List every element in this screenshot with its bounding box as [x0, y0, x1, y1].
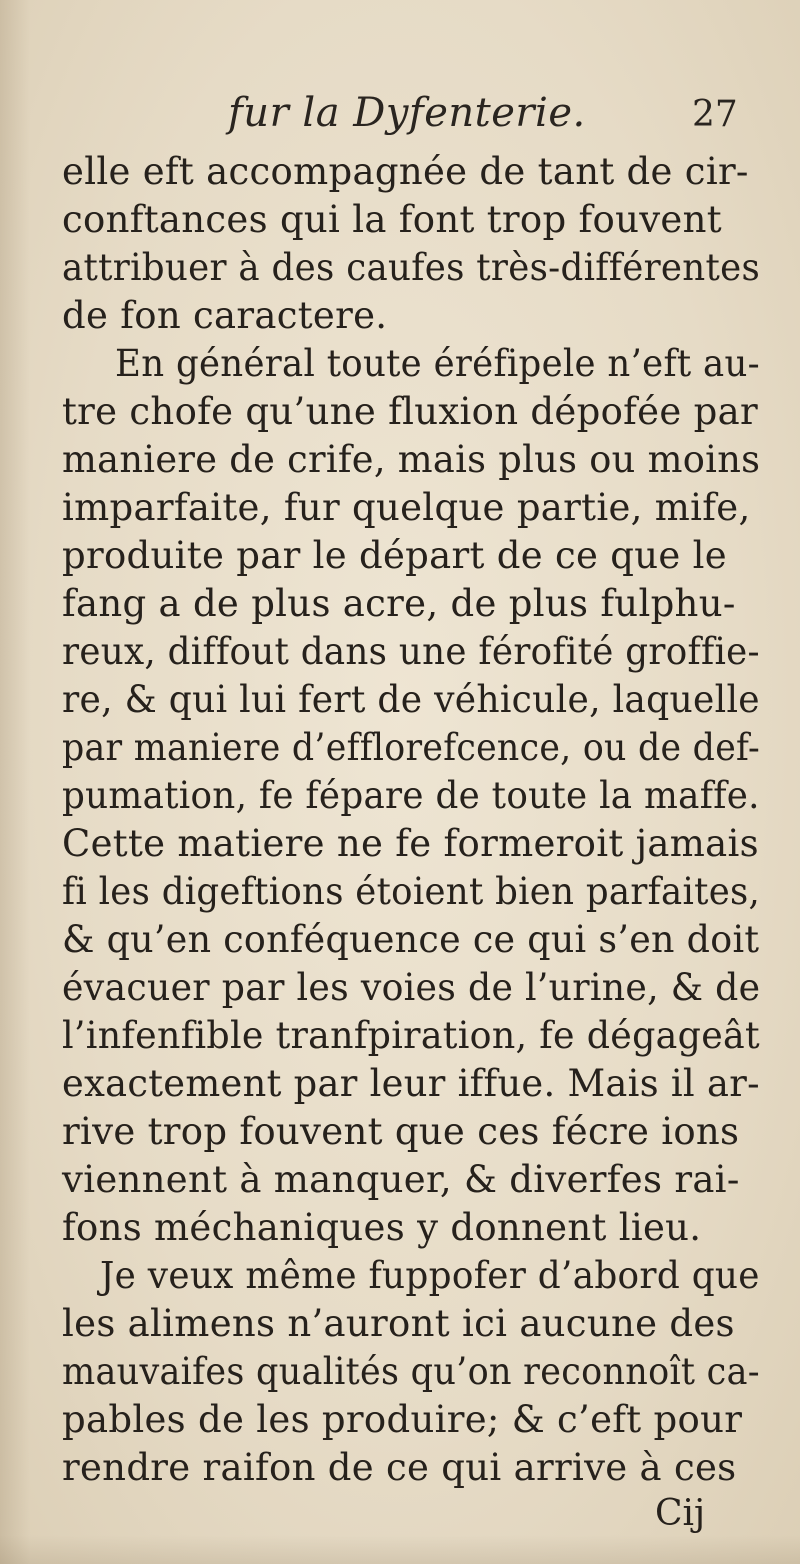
- text-line: fi les digeftions étoient bien parfaites,: [62, 870, 761, 913]
- text-line: Je veux même fuppofer d’abord que: [100, 1254, 760, 1297]
- text-line: par maniere d’efflorefcence, ou de def-: [62, 726, 760, 769]
- page-number: 27: [692, 94, 738, 135]
- text-line: tre chofe qu’une fluxion dépofée par: [62, 390, 758, 433]
- text-line: rendre raifon de ce qui arrive à ces: [62, 1446, 737, 1489]
- text-line: fons méchaniques y donnent lieu.: [62, 1206, 702, 1249]
- text-line: mauvaifes qualités qu’on reconnoît ca-: [62, 1350, 760, 1393]
- text-line: elle eft accompagnée de tant de cir-: [62, 150, 749, 193]
- text-line: rive trop fouvent que ces fécre ions: [62, 1110, 740, 1153]
- page-bottom-shade: [0, 1535, 800, 1564]
- text-line: conftances qui la font trop fouvent: [62, 198, 722, 241]
- text-line: attribuer à des caufes très-différentes: [62, 246, 761, 289]
- text-line: Cette matiere ne fe formeroit jamais: [62, 822, 759, 865]
- text-line: exactement par leur iffue. Mais il ar-: [62, 1062, 760, 1105]
- text-line: fang a de plus acre, de plus fulphu-: [62, 582, 736, 625]
- text-line: produite par le départ de ce que le: [62, 534, 727, 577]
- text-line: l’infenfible tranfpiration, fe dégageât: [62, 1014, 760, 1057]
- text-line: En général toute éréfipele n’eft au-: [115, 342, 760, 385]
- text-line: pables de les produire; & c’eft pour: [62, 1398, 743, 1441]
- text-line: évacuer par les voies de l’urine, & de: [62, 966, 761, 1009]
- text-line: re, & qui lui fert de véhicule, laquelle: [62, 678, 760, 721]
- text-line: reux, diffout dans une férofité groffie-: [62, 630, 760, 673]
- text-line: de fon caractere.: [62, 294, 388, 337]
- running-title: fur la Dyfenterie.: [228, 90, 586, 136]
- text-line: les alimens n’auront ici aucune des: [62, 1302, 735, 1345]
- signature-mark: Cij: [655, 1493, 706, 1534]
- text-line: maniere de crife, mais plus ou moins: [62, 438, 761, 481]
- text-line: pumation, fe fépare de toute la maffe.: [62, 774, 760, 817]
- page-gutter-shadow: [0, 0, 30, 1564]
- text-line: & qu’en conféquence ce qui s’en doit: [62, 918, 760, 961]
- running-head: [0, 90, 800, 150]
- text-line: viennent à manquer, & diverfes rai-: [62, 1158, 740, 1201]
- text-line: imparfaite, fur quelque partie, mife,: [62, 486, 751, 529]
